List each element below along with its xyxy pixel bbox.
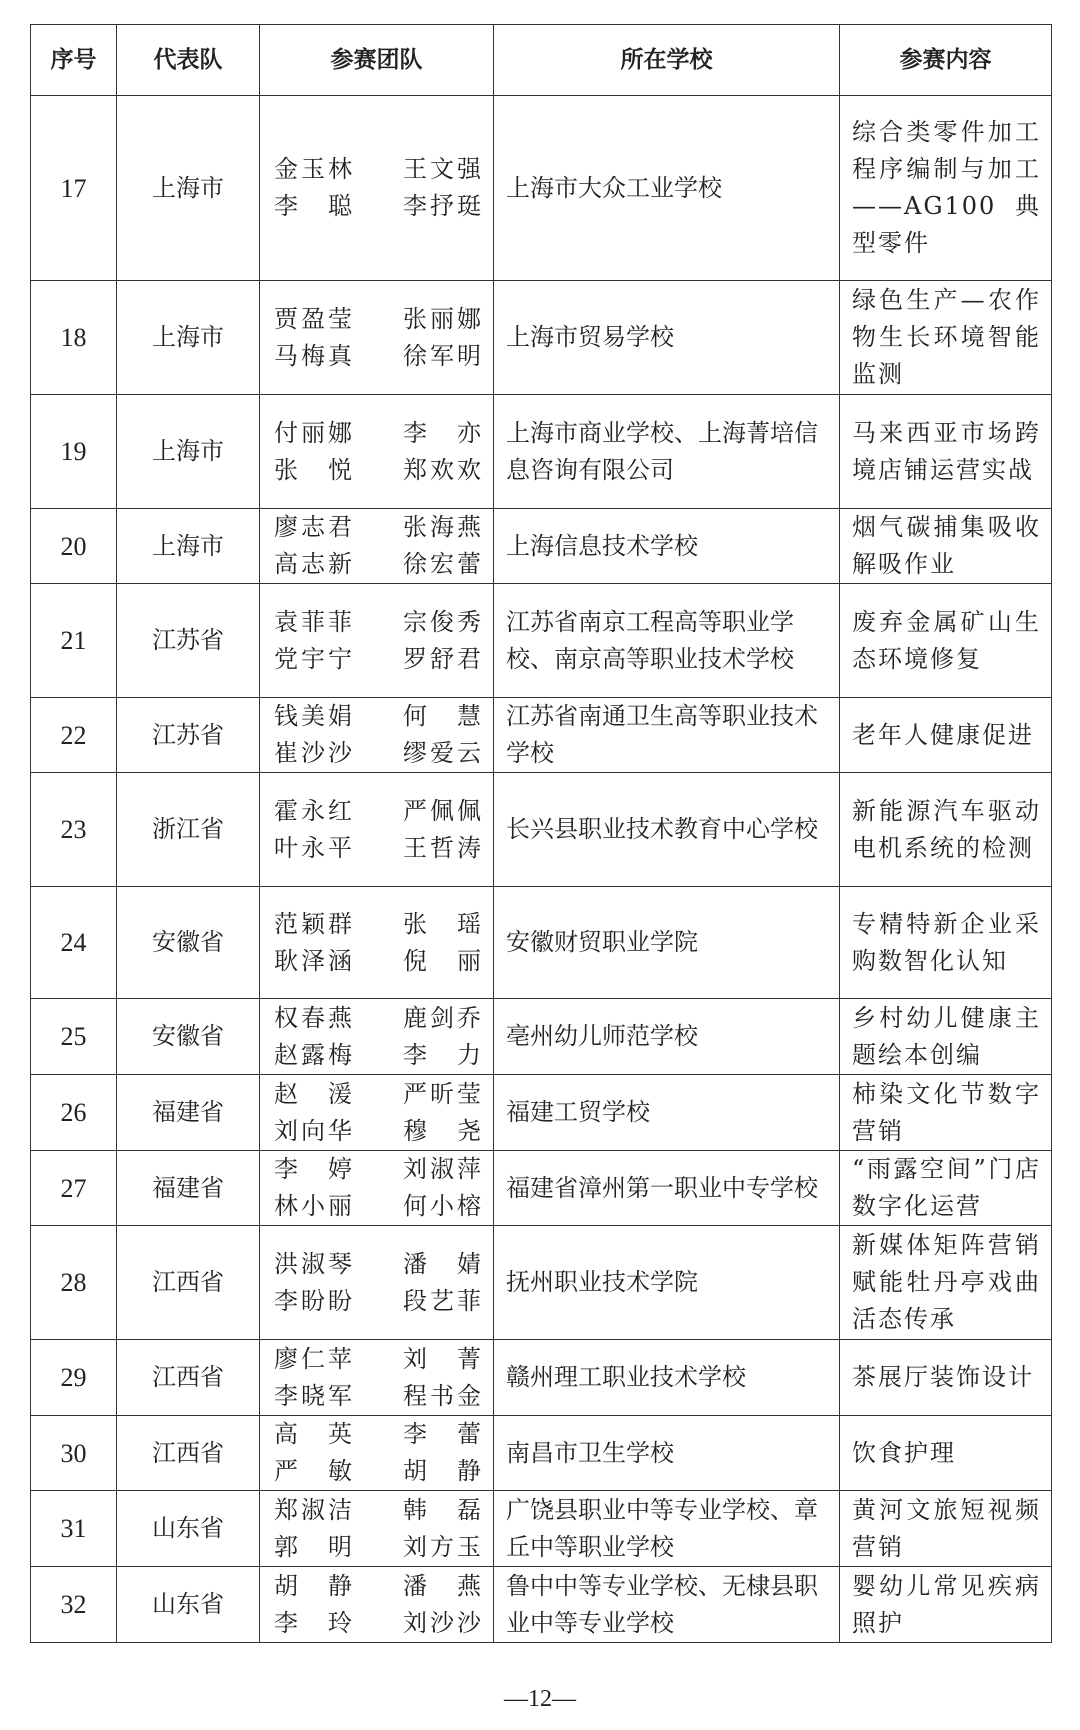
team-members xyxy=(260,1075,494,1151)
member-name: 李亦 xyxy=(403,418,481,447)
team-region: 山东省 xyxy=(117,1567,260,1643)
row-number: 31 xyxy=(31,1491,117,1567)
member-name: 李晓军 xyxy=(274,1381,352,1410)
member-name: 缪爱云 xyxy=(403,739,481,767)
member-name: 张丽娜 xyxy=(403,304,481,333)
member-name: 郑淑洁 xyxy=(274,1495,352,1524)
member-line xyxy=(274,1151,481,1188)
header-team: 代表队 xyxy=(117,25,260,96)
member-line xyxy=(274,509,481,546)
school-name: 赣州理工职业技术学校 xyxy=(494,1340,840,1416)
member-line xyxy=(274,735,481,772)
member-line xyxy=(274,188,481,225)
competition-content: 婴幼儿常见疾病照护 xyxy=(840,1567,1052,1643)
member-name: 王文强 xyxy=(403,155,481,183)
member-name: 金玉林 xyxy=(274,155,352,183)
school-name: 抚州职业技术学院 xyxy=(494,1226,840,1340)
member-name: 李抒珽 xyxy=(403,192,481,220)
competition-content: 综合类零件加工程序编制与加工——AG100典型零件 xyxy=(840,96,1052,281)
school-name: 上海市贸易学校 xyxy=(494,281,840,395)
member-line xyxy=(274,1076,481,1113)
member-name: 马梅真 xyxy=(274,341,352,370)
member-line xyxy=(274,1113,481,1150)
header-number: 序号 xyxy=(31,25,117,96)
competition-content: 烟气碳捕集吸收解吸作业 xyxy=(840,509,1052,584)
member-name: 潘婧 xyxy=(403,1249,481,1278)
team-members xyxy=(260,395,494,509)
member-name: 徐军明 xyxy=(403,341,481,370)
row-number: 24 xyxy=(31,887,117,999)
team-region: 山东省 xyxy=(117,1491,260,1567)
member-name: 贾盈莹 xyxy=(274,304,352,333)
table-row xyxy=(31,1491,1052,1567)
team-region: 江西省 xyxy=(117,1226,260,1340)
header-content: 参赛内容 xyxy=(840,25,1052,96)
team-members xyxy=(260,281,494,395)
member-name: 李蕾 xyxy=(403,1420,481,1448)
school-name: 安徽财贸职业学院 xyxy=(494,887,840,999)
school-name: 南昌市卫生学校 xyxy=(494,1416,840,1491)
competition-content: 茶展厅装饰设计 xyxy=(840,1340,1052,1416)
member-line xyxy=(274,604,481,641)
member-line xyxy=(274,943,481,980)
member-name: 刘菁 xyxy=(403,1344,481,1373)
row-number: 19 xyxy=(31,395,117,509)
team-region: 安徽省 xyxy=(117,999,260,1075)
member-line xyxy=(274,1341,481,1378)
member-line xyxy=(274,338,481,375)
member-name: 严昕莹 xyxy=(403,1079,481,1108)
member-name: 段艺菲 xyxy=(403,1286,481,1315)
team-members xyxy=(260,1340,494,1416)
table-row xyxy=(31,1416,1052,1491)
member-name: 胡静 xyxy=(274,1571,352,1600)
member-name: 倪丽 xyxy=(403,946,481,975)
member-name: 张悦 xyxy=(274,455,352,484)
member-name: 廖志君 xyxy=(274,513,352,541)
member-name: 高英 xyxy=(274,1420,352,1448)
team-region: 江苏省 xyxy=(117,698,260,773)
row-number: 18 xyxy=(31,281,117,395)
row-number: 22 xyxy=(31,698,117,773)
member-name: 程书金 xyxy=(403,1381,481,1410)
member-name: 付丽娜 xyxy=(274,418,352,447)
member-line xyxy=(274,1000,481,1037)
header-members: 参赛团队 xyxy=(260,25,494,96)
member-name: 党宇宁 xyxy=(274,644,352,673)
school-name: 亳州幼儿师范学校 xyxy=(494,999,840,1075)
member-line xyxy=(274,452,481,489)
row-number: 20 xyxy=(31,509,117,584)
member-name: 郑欢欢 xyxy=(403,455,481,484)
table-row xyxy=(31,887,1052,999)
school-name: 上海信息技术学校 xyxy=(494,509,840,584)
competition-content: 绿色生产—农作物生长环境智能监测 xyxy=(840,281,1052,395)
member-name: 廖仁苹 xyxy=(274,1344,352,1373)
competition-content: 废弃金属矿山生态环境修复 xyxy=(840,584,1052,698)
member-name: 何慧 xyxy=(403,702,481,730)
member-name: 耿泽涵 xyxy=(274,946,352,975)
member-name: 叶永平 xyxy=(274,833,352,862)
member-line xyxy=(274,301,481,338)
member-name: 王哲涛 xyxy=(403,833,481,862)
school-name: 长兴县职业技术教育中心学校 xyxy=(494,773,840,887)
member-name: 洪淑琴 xyxy=(274,1249,352,1278)
team-members xyxy=(260,96,494,281)
member-name: 严敏 xyxy=(274,1457,352,1485)
team-members xyxy=(260,584,494,698)
team-members xyxy=(260,509,494,584)
team-members xyxy=(260,1226,494,1340)
table-row xyxy=(31,1075,1052,1151)
competition-content: 马来西亚市场跨境店铺运营实战 xyxy=(840,395,1052,509)
member-line xyxy=(274,1283,481,1320)
competition-content: 专精特新企业采购数智化认知 xyxy=(840,887,1052,999)
team-region: 福建省 xyxy=(117,1075,260,1151)
school-name: 鲁中中等专业学校、无棣县职业中等专业学校 xyxy=(494,1567,840,1643)
competition-content: “雨露空间”门店数字化运营 xyxy=(840,1151,1052,1226)
member-name: 罗舒君 xyxy=(403,644,481,673)
member-line xyxy=(274,415,481,452)
member-name: 霍永红 xyxy=(274,796,352,825)
table-row xyxy=(31,1340,1052,1416)
table-row xyxy=(31,999,1052,1075)
member-name: 李力 xyxy=(403,1040,481,1069)
team-members xyxy=(260,887,494,999)
row-number: 27 xyxy=(31,1151,117,1226)
table-row xyxy=(31,1226,1052,1340)
member-name: 钱美娟 xyxy=(274,702,352,730)
school-name: 江苏省南通卫生高等职业技术学校 xyxy=(494,698,840,773)
row-number: 30 xyxy=(31,1416,117,1491)
competition-content: 柿染文化节数字营销 xyxy=(840,1075,1052,1151)
team-region: 浙江省 xyxy=(117,773,260,887)
competition-content: 新媒体矩阵营销赋能牡丹亭戏曲活态传承 xyxy=(840,1226,1052,1340)
member-name: 张海燕 xyxy=(403,513,481,541)
member-name: 刘方玉 xyxy=(403,1532,481,1561)
team-members xyxy=(260,1416,494,1491)
competition-content: 饮食护理 xyxy=(840,1416,1052,1491)
member-name: 鹿剑乔 xyxy=(403,1003,481,1032)
participants-table xyxy=(30,24,1052,1643)
member-line xyxy=(274,1037,481,1074)
member-name: 宗俊秀 xyxy=(403,607,481,636)
row-number: 29 xyxy=(31,1340,117,1416)
team-region: 安徽省 xyxy=(117,887,260,999)
row-number: 17 xyxy=(31,96,117,281)
member-name: 郭明 xyxy=(274,1532,352,1561)
team-region: 上海市 xyxy=(117,395,260,509)
member-name: 潘燕 xyxy=(403,1571,481,1600)
member-line xyxy=(274,1453,481,1490)
member-line xyxy=(274,1416,481,1453)
member-name: 李玲 xyxy=(274,1608,352,1637)
member-line xyxy=(274,1605,481,1642)
school-name: 上海市大众工业学校 xyxy=(494,96,840,281)
member-line xyxy=(274,1246,481,1283)
member-name: 崔沙沙 xyxy=(274,739,352,767)
member-name: 何小榕 xyxy=(403,1192,481,1220)
member-name: 穆尧 xyxy=(403,1116,481,1145)
table-header-row xyxy=(31,25,1052,96)
member-line xyxy=(274,641,481,678)
team-region: 福建省 xyxy=(117,1151,260,1226)
row-number: 28 xyxy=(31,1226,117,1340)
row-number: 26 xyxy=(31,1075,117,1151)
team-region: 江西省 xyxy=(117,1340,260,1416)
member-line xyxy=(274,546,481,583)
team-members xyxy=(260,698,494,773)
team-region: 上海市 xyxy=(117,509,260,584)
member-name: 严佩佩 xyxy=(403,796,481,825)
team-members xyxy=(260,773,494,887)
member-name: 张瑶 xyxy=(403,909,481,938)
table-row xyxy=(31,96,1052,281)
school-name: 福建工贸学校 xyxy=(494,1075,840,1151)
table-row xyxy=(31,1151,1052,1226)
team-region: 江西省 xyxy=(117,1416,260,1491)
member-name: 李聪 xyxy=(274,192,352,220)
row-number: 21 xyxy=(31,584,117,698)
member-line xyxy=(274,151,481,188)
row-number: 23 xyxy=(31,773,117,887)
member-name: 高志新 xyxy=(274,550,352,578)
member-line xyxy=(274,793,481,830)
member-name: 权春燕 xyxy=(274,1003,352,1032)
member-line xyxy=(274,1492,481,1529)
competition-content: 老年人健康促进 xyxy=(840,698,1052,773)
member-line xyxy=(274,698,481,735)
school-name: 江苏省南京工程高等职业学校、南京高等职业技术学校 xyxy=(494,584,840,698)
table-row xyxy=(31,509,1052,584)
member-name: 李盼盼 xyxy=(274,1286,352,1315)
team-members xyxy=(260,1491,494,1567)
member-name: 袁菲菲 xyxy=(274,607,352,636)
member-name: 范颖群 xyxy=(274,909,352,938)
member-name: 刘向华 xyxy=(274,1116,352,1145)
school-name: 福建省漳州第一职业中专学校 xyxy=(494,1151,840,1226)
member-name: 徐宏蕾 xyxy=(403,550,481,578)
team-members xyxy=(260,1567,494,1643)
team-region: 上海市 xyxy=(117,281,260,395)
school-name: 上海市商业学校、上海菁培信息咨询有限公司 xyxy=(494,395,840,509)
member-line xyxy=(274,1188,481,1225)
team-members xyxy=(260,999,494,1075)
team-members xyxy=(260,1151,494,1226)
school-name: 广饶县职业中等专业学校、章丘中等职业学校 xyxy=(494,1491,840,1567)
table-row xyxy=(31,773,1052,887)
table-row xyxy=(31,698,1052,773)
competition-content: 新能源汽车驱动电机系统的检测 xyxy=(840,773,1052,887)
header-school: 所在学校 xyxy=(494,25,840,96)
member-line xyxy=(274,1529,481,1566)
member-name: 韩磊 xyxy=(403,1495,481,1524)
competition-content: 乡村幼儿健康主题绘本创编 xyxy=(840,999,1052,1075)
member-name: 胡静 xyxy=(403,1457,481,1485)
member-line xyxy=(274,1568,481,1605)
member-line xyxy=(274,906,481,943)
page-number: —12— xyxy=(504,1686,576,1712)
table-row xyxy=(31,584,1052,698)
member-line xyxy=(274,830,481,867)
table-row xyxy=(31,1567,1052,1643)
member-name: 赵露梅 xyxy=(274,1040,352,1069)
member-name: 刘淑萍 xyxy=(403,1155,481,1183)
member-line xyxy=(274,1378,481,1415)
competition-content: 黄河文旅短视频营销 xyxy=(840,1491,1052,1567)
team-region: 江苏省 xyxy=(117,584,260,698)
row-number: 32 xyxy=(31,1567,117,1643)
member-name: 刘沙沙 xyxy=(403,1608,481,1637)
member-name: 李婷 xyxy=(274,1155,352,1183)
team-region: 上海市 xyxy=(117,96,260,281)
row-number: 25 xyxy=(31,999,117,1075)
table-row xyxy=(31,395,1052,509)
member-name: 赵湲 xyxy=(274,1079,352,1108)
table-row xyxy=(31,281,1052,395)
member-name: 林小丽 xyxy=(274,1192,352,1220)
